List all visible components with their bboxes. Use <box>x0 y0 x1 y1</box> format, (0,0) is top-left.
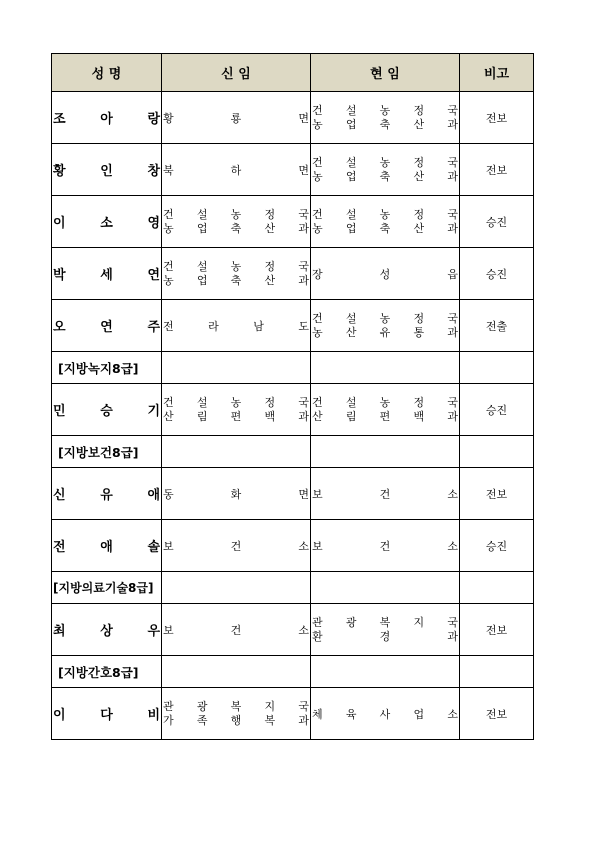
char: 림 <box>196 410 208 423</box>
note-cell: 전보 <box>460 688 534 740</box>
char: 유 <box>379 326 391 339</box>
char: 장 <box>312 267 323 281</box>
section-row <box>52 436 534 468</box>
char: 성 <box>379 267 391 281</box>
new-post-cell <box>162 468 311 520</box>
char: 최 <box>53 624 66 639</box>
two-line-dept <box>162 208 310 235</box>
spaced-text <box>162 110 310 126</box>
char: 박 <box>53 268 66 283</box>
char: 설 <box>196 208 208 221</box>
current-post-cell <box>311 248 460 300</box>
current-post-cell <box>311 468 460 520</box>
table-row <box>52 384 534 436</box>
char: 산 <box>312 410 323 423</box>
char: 라 <box>208 319 219 333</box>
table-row <box>52 468 534 520</box>
two-line-dept <box>162 260 310 287</box>
char: 다 <box>100 708 113 723</box>
empty-cell <box>460 572 534 604</box>
char: 건 <box>163 208 174 221</box>
char: 지 <box>264 700 276 713</box>
note-cell: 전보 <box>460 604 534 656</box>
header-new-post: 신 임 <box>162 54 311 92</box>
char: 산 <box>264 274 276 287</box>
char: 황 <box>163 111 174 125</box>
empty-cell <box>162 436 311 468</box>
char: 주 <box>147 320 160 335</box>
spaced-text <box>52 108 161 127</box>
table-row <box>52 688 534 740</box>
char: 정 <box>413 208 425 221</box>
empty-cell <box>311 436 460 468</box>
spaced-text <box>162 318 310 334</box>
current-post-cell <box>311 384 460 436</box>
char: 축 <box>230 274 242 287</box>
char: 보 <box>312 487 323 501</box>
two-line-dept <box>311 208 459 235</box>
char: 국 <box>298 260 309 273</box>
char: 산 <box>413 170 425 183</box>
char: 하 <box>230 163 242 177</box>
spaced-text <box>163 410 309 423</box>
person-name <box>52 144 162 196</box>
spaced-text <box>52 264 161 283</box>
section-label: [지방녹지8급] <box>52 352 162 384</box>
char: 설 <box>345 156 357 169</box>
char: 승 <box>100 404 113 419</box>
current-post-cell <box>311 688 460 740</box>
char: 전 <box>163 319 174 333</box>
char: 인 <box>100 164 113 179</box>
char: 조 <box>53 112 66 127</box>
char: 농 <box>379 104 391 117</box>
spaced-text <box>162 622 310 638</box>
char: 설 <box>345 208 357 221</box>
spaced-text <box>312 410 458 423</box>
spaced-text <box>312 208 458 221</box>
table-row <box>52 196 534 248</box>
spaced-text <box>312 222 458 235</box>
char: 건 <box>312 104 323 117</box>
spaced-text <box>163 208 309 221</box>
spaced-text <box>311 706 459 722</box>
spaced-text <box>52 704 161 723</box>
char: 랑 <box>147 112 160 127</box>
spaced-text <box>311 486 459 502</box>
char: 설 <box>196 260 208 273</box>
char: 환 <box>312 630 323 643</box>
char: 과 <box>447 630 458 643</box>
spaced-text <box>162 486 310 502</box>
char: 업 <box>345 118 357 131</box>
char: 건 <box>230 623 242 637</box>
new-post-cell <box>162 384 311 436</box>
char: 소 <box>298 623 309 637</box>
spaced-text <box>163 396 309 409</box>
char: 광 <box>345 616 357 629</box>
two-line-dept <box>162 700 310 727</box>
empty-cell <box>162 352 311 384</box>
note-cell: 전출 <box>460 300 534 352</box>
char: 농 <box>230 260 242 273</box>
char: 경 <box>379 630 391 643</box>
two-line-dept <box>311 396 459 423</box>
char: 소 <box>447 539 458 553</box>
char: 농 <box>163 222 174 235</box>
spaced-text <box>52 316 161 335</box>
char: 농 <box>230 396 242 409</box>
char: 면 <box>298 163 309 177</box>
spaced-text <box>312 312 458 325</box>
char: 산 <box>163 410 174 423</box>
two-line-dept <box>311 616 459 643</box>
char: 보 <box>163 539 174 553</box>
table-row <box>52 248 534 300</box>
two-line-dept <box>311 156 459 183</box>
char: 행 <box>230 714 242 727</box>
char: 가 <box>163 714 174 727</box>
spaced-text <box>52 212 161 231</box>
char: 소 <box>298 539 309 553</box>
header-note: 비고 <box>460 54 534 92</box>
char: 업 <box>345 170 357 183</box>
table-row <box>52 144 534 196</box>
char: 산 <box>264 222 276 235</box>
char: 정 <box>264 260 276 273</box>
spaced-text <box>312 326 458 339</box>
char: 국 <box>298 396 309 409</box>
note-cell: 승진 <box>460 520 534 572</box>
char: 국 <box>447 156 458 169</box>
note-cell: 승진 <box>460 248 534 300</box>
two-line-dept <box>162 396 310 423</box>
table-row <box>52 300 534 352</box>
char: 애 <box>100 540 113 555</box>
char: 정 <box>413 104 425 117</box>
char: 면 <box>298 111 309 125</box>
spaced-text <box>312 170 458 183</box>
char: 광 <box>196 700 208 713</box>
char: 과 <box>447 222 458 235</box>
char: 건 <box>312 396 323 409</box>
char: 화 <box>230 487 242 501</box>
person-name <box>52 196 162 248</box>
char: 과 <box>447 118 458 131</box>
new-post-cell <box>162 196 311 248</box>
char: 창 <box>147 164 160 179</box>
spaced-text <box>312 104 458 117</box>
char: 과 <box>447 410 458 423</box>
new-post-cell <box>162 92 311 144</box>
char: 농 <box>312 118 323 131</box>
spaced-text <box>163 700 309 713</box>
char: 업 <box>345 222 357 235</box>
char: 관 <box>312 616 323 629</box>
char: 산 <box>345 326 357 339</box>
current-post-cell <box>311 520 460 572</box>
char: 솔 <box>147 540 160 555</box>
char: 국 <box>447 616 458 629</box>
char: 설 <box>345 104 357 117</box>
char: 건 <box>163 396 174 409</box>
char: 체 <box>312 707 323 721</box>
header-name: 성 명 <box>52 54 162 92</box>
person-name <box>52 384 162 436</box>
char: 관 <box>163 700 174 713</box>
char: 편 <box>379 410 391 423</box>
char: 과 <box>447 170 458 183</box>
new-post-cell <box>162 248 311 300</box>
char: 농 <box>163 274 174 287</box>
spaced-text <box>52 484 161 503</box>
empty-cell <box>460 436 534 468</box>
char: 과 <box>298 410 309 423</box>
char: 국 <box>447 104 458 117</box>
char: 건 <box>379 487 391 501</box>
spaced-text <box>163 222 309 235</box>
spaced-text <box>312 396 458 409</box>
char: 연 <box>100 320 113 335</box>
spaced-text <box>52 536 161 555</box>
char: 국 <box>298 700 309 713</box>
char: 과 <box>298 714 309 727</box>
char: 건 <box>312 156 323 169</box>
char: 건 <box>163 260 174 273</box>
char: 농 <box>230 208 242 221</box>
new-post-cell <box>162 520 311 572</box>
char: 건 <box>312 312 323 325</box>
char: 정 <box>264 208 276 221</box>
char: 연 <box>147 268 160 283</box>
char: 비 <box>147 708 160 723</box>
spaced-text <box>312 118 458 131</box>
note-cell: 전보 <box>460 92 534 144</box>
two-line-dept <box>311 104 459 131</box>
char: 세 <box>100 268 113 283</box>
char: 사 <box>379 707 391 721</box>
person-name <box>52 248 162 300</box>
char: 편 <box>230 410 242 423</box>
char: 아 <box>100 112 113 127</box>
person-name <box>52 604 162 656</box>
empty-cell <box>311 656 460 688</box>
new-post-cell <box>162 144 311 196</box>
current-post-cell <box>311 604 460 656</box>
current-post-cell <box>311 92 460 144</box>
person-name <box>52 468 162 520</box>
empty-cell <box>162 572 311 604</box>
char: 국 <box>447 312 458 325</box>
char: 소 <box>447 707 458 721</box>
char: 보 <box>163 623 174 637</box>
char: 유 <box>100 488 113 503</box>
current-post-cell <box>311 144 460 196</box>
char: 이 <box>53 708 66 723</box>
spaced-text <box>52 400 161 419</box>
spaced-text <box>311 266 459 282</box>
section-row <box>52 572 534 604</box>
char: 면 <box>298 487 309 501</box>
new-post-cell <box>162 300 311 352</box>
spaced-text <box>312 630 458 643</box>
char: 국 <box>298 208 309 221</box>
person-name <box>52 300 162 352</box>
char: 동 <box>163 487 174 501</box>
char: 오 <box>53 320 66 335</box>
char: 통 <box>413 326 425 339</box>
section-label: [지방간호8급] <box>52 656 162 688</box>
spaced-text <box>163 714 309 727</box>
char: 소 <box>100 216 113 231</box>
header-row <box>52 54 534 92</box>
char: 농 <box>312 170 323 183</box>
char: 영 <box>147 216 160 231</box>
char: 농 <box>312 326 323 339</box>
spaced-text <box>312 156 458 169</box>
char: 육 <box>345 707 357 721</box>
char: 과 <box>298 222 309 235</box>
char: 백 <box>264 410 276 423</box>
char: 국 <box>447 396 458 409</box>
section-label: [지방의료기술8급] <box>52 572 162 604</box>
char: 산 <box>413 222 425 235</box>
char: 업 <box>413 707 425 721</box>
char: 도 <box>298 319 309 333</box>
char: 신 <box>53 488 66 503</box>
char: 애 <box>147 488 160 503</box>
person-name <box>52 688 162 740</box>
char: 농 <box>379 396 391 409</box>
char: 북 <box>163 163 174 177</box>
char: 이 <box>53 216 66 231</box>
spaced-text <box>52 620 161 639</box>
section-row <box>52 656 534 688</box>
char: 설 <box>345 312 357 325</box>
char: 보 <box>312 539 323 553</box>
char: 우 <box>147 624 160 639</box>
spaced-text <box>162 538 310 554</box>
note-cell: 승진 <box>460 196 534 248</box>
current-post-cell <box>311 196 460 248</box>
empty-cell <box>460 352 534 384</box>
char: 업 <box>196 274 208 287</box>
char: 정 <box>413 312 425 325</box>
char: 농 <box>379 208 391 221</box>
current-post-cell <box>311 300 460 352</box>
char: 업 <box>196 222 208 235</box>
char: 농 <box>379 156 391 169</box>
char: 농 <box>312 222 323 235</box>
char: 소 <box>447 487 458 501</box>
empty-cell <box>311 572 460 604</box>
char: 복 <box>264 714 276 727</box>
char: 건 <box>379 539 391 553</box>
char: 설 <box>196 396 208 409</box>
table-body <box>52 92 534 740</box>
new-post-cell <box>162 604 311 656</box>
char: 복 <box>230 700 242 713</box>
spaced-text <box>52 160 161 179</box>
char: 지 <box>413 616 425 629</box>
char: 건 <box>312 208 323 221</box>
char: 정 <box>413 156 425 169</box>
spaced-text <box>163 260 309 273</box>
section-label: [지방보건8급] <box>52 436 162 468</box>
char: 백 <box>413 410 425 423</box>
char: 과 <box>298 274 309 287</box>
char: 건 <box>230 539 242 553</box>
note-cell: 전보 <box>460 468 534 520</box>
char: 황 <box>53 164 66 179</box>
char: 기 <box>147 404 160 419</box>
char: 복 <box>379 616 391 629</box>
char: 축 <box>379 118 391 131</box>
spaced-text <box>312 616 458 629</box>
person-name <box>52 92 162 144</box>
section-row <box>52 352 534 384</box>
char: 림 <box>345 410 357 423</box>
char: 과 <box>447 326 458 339</box>
char: 산 <box>413 118 425 131</box>
char: 설 <box>345 396 357 409</box>
spaced-text <box>162 162 310 178</box>
note-cell: 전보 <box>460 144 534 196</box>
two-line-dept <box>311 312 459 339</box>
char: 정 <box>413 396 425 409</box>
char: 정 <box>264 396 276 409</box>
spaced-text <box>311 538 459 554</box>
char: 읍 <box>447 267 458 281</box>
table-row <box>52 520 534 572</box>
table-row <box>52 92 534 144</box>
char: 룡 <box>230 111 242 125</box>
char: 축 <box>379 170 391 183</box>
char: 축 <box>379 222 391 235</box>
char: 족 <box>196 714 208 727</box>
empty-cell <box>162 656 311 688</box>
new-post-cell <box>162 688 311 740</box>
char: 상 <box>100 624 113 639</box>
char: 축 <box>230 222 242 235</box>
header-current-post: 현 임 <box>311 54 460 92</box>
char: 농 <box>379 312 391 325</box>
spaced-text <box>163 274 309 287</box>
char: 전 <box>53 540 66 555</box>
person-name <box>52 520 162 572</box>
empty-cell <box>460 656 534 688</box>
char: 국 <box>447 208 458 221</box>
personnel-table <box>51 53 534 740</box>
table-row <box>52 604 534 656</box>
char: 남 <box>253 319 264 333</box>
note-cell: 승진 <box>460 384 534 436</box>
empty-cell <box>311 352 460 384</box>
char: 민 <box>53 404 66 419</box>
